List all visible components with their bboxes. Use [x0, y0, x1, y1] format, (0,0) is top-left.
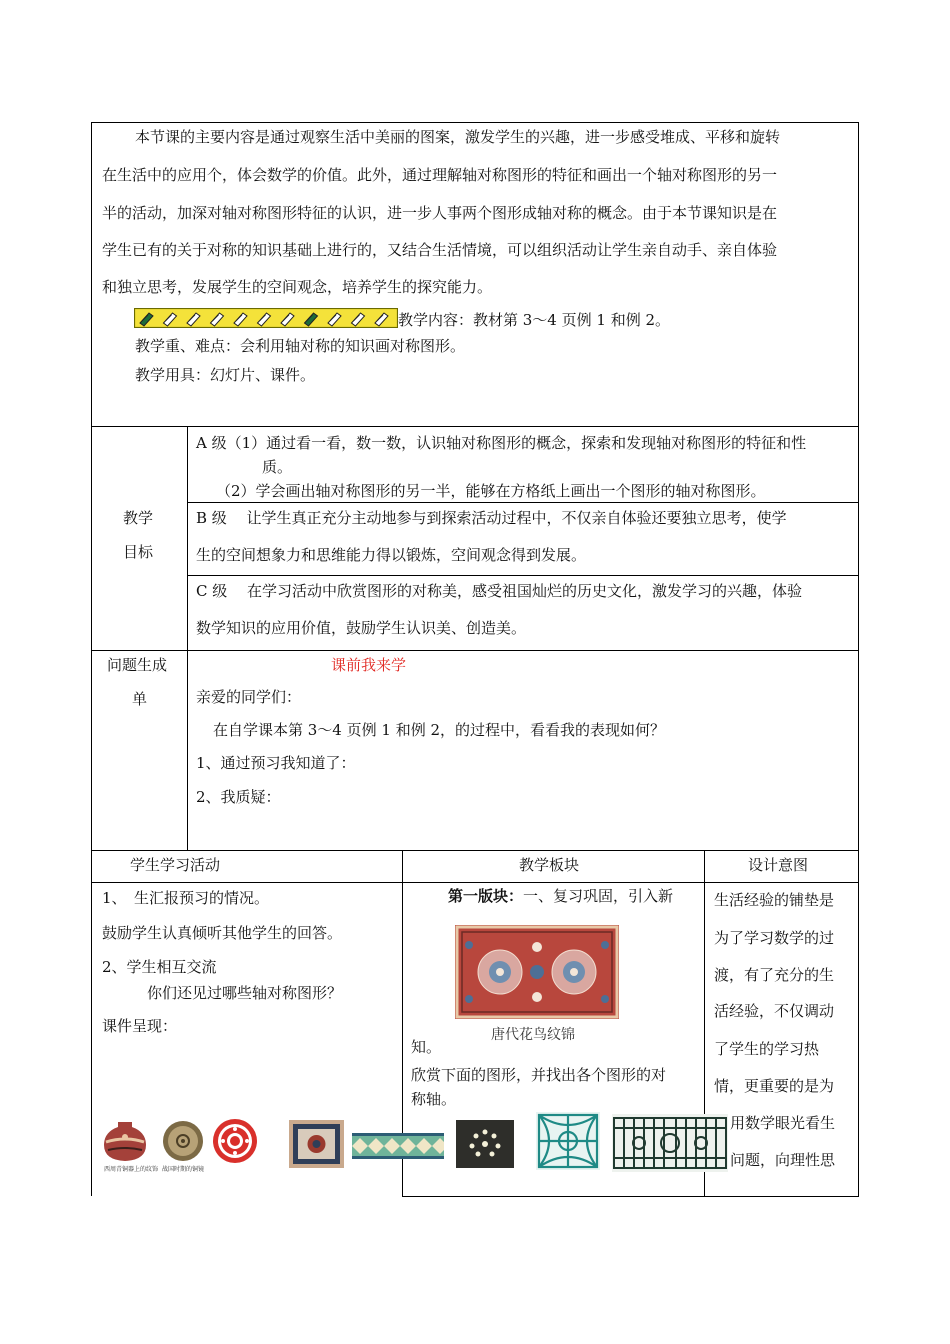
pencil-icon: [140, 313, 153, 326]
goals-label-1: 教学: [123, 509, 154, 527]
questions-item-2: 2、我质疑：: [196, 788, 281, 806]
intent-line-5: 了学生的学习热: [714, 1040, 820, 1058]
goals-divider-b: [187, 502, 859, 503]
activity-line-4: 你们还见过哪些轴对称图形？: [147, 984, 343, 1002]
board-line-2: 欣赏下面的图形，并找出各个图形的对: [411, 1066, 667, 1084]
pencil-icon: [281, 313, 294, 326]
pencil-icon: [187, 313, 200, 326]
intent-line-2: 为了学习数学的过: [714, 929, 835, 947]
goals-label-2: 目标: [123, 543, 154, 561]
lattice-window-image: [536, 1112, 600, 1170]
goal-a-line-1: A 级（1）通过看一看，数一数，认识轴对称图形的概念，探索和发现轴对称图形的特征和性: [196, 434, 807, 452]
intro-line-3: 半的活动，加深对轴对称图形特征的认识，进一步人事两个图形成轴对称的概念。由于本节课知识是在: [102, 204, 778, 222]
row-divider-activity: [91, 882, 859, 883]
intro-line-5: 和独立思考，发展学生的空间观念，培养学生的探究能力。: [102, 278, 493, 296]
goal-b-line-2: 生的空间想象力和思维能力得以锻炼，空间观念得到发展。: [196, 546, 587, 564]
activity-line-2: 鼓励学生认真倾听其他学生的回答。: [102, 924, 343, 942]
table-left-border: [91, 122, 92, 1196]
goal-c-line-1: C 级 在学习活动中欣赏图形的对称美，感受祖国灿烂的历史文化，激发学习的兴趣，体验: [196, 582, 803, 600]
intent-line-6: 情，更重要的是为: [714, 1077, 835, 1095]
board-line-3: 称轴。: [411, 1092, 457, 1106]
intro-line-1: 本节课的主要内容是通过观察生活中美丽的图案，激发学生的兴趣，进一步感受堆成、平移和旋转: [135, 128, 781, 146]
bronze-mirror-image: [162, 1120, 204, 1162]
board-block-header: [448, 889, 673, 904]
pencil-icon: [352, 313, 365, 326]
column-header-intent: 设计意图: [748, 856, 809, 874]
row-divider-questions: [91, 650, 859, 651]
content-line: 教学内容：教材第 3～4 页例 1 和例 2。: [398, 311, 671, 329]
pencil-icon: [211, 313, 224, 326]
goals-divider-c: [187, 575, 859, 576]
pencil-icon: [328, 313, 341, 326]
questions-label-2: 单: [132, 690, 148, 708]
pencil-icon: [164, 313, 177, 326]
row-divider-goals: [91, 426, 859, 427]
intro-line-4: 学生已有的关于对称的知识基础上进行的，又结合生活情境，可以组织活动让学生亲自动手、亲自体验: [102, 241, 778, 259]
red-papercut-image: [212, 1118, 258, 1164]
gallery-caption-b: 战国时期的铜镜: [162, 1166, 205, 1173]
activity-line-3: 2、学生相互交流: [102, 958, 217, 976]
border-band-image: [352, 1133, 444, 1159]
questions-label-1: 问题生成: [107, 656, 168, 674]
goal-c-line-2: 数学知识的应用价值，鼓励学生认识美、创造美。: [196, 619, 527, 637]
focus-line: 教学重、难点：会利用轴对称的知识画对称图形。: [135, 337, 466, 355]
activity-line-1: 1、 生汇报预习的情况。: [102, 889, 270, 907]
tang-brocade-caption: 唐代花鸟纹锦: [491, 1027, 575, 1043]
tang-brocade-image: [455, 925, 619, 1019]
goal-a-line-3: （2）学会画出轴对称图形的另一半，能够在方格纸上画出一个图形的轴对称图形。: [216, 482, 766, 500]
pencil-icon: [305, 313, 318, 326]
intent-line-3: 渡，有了充分的生: [714, 966, 835, 984]
pencil-icon: [234, 313, 247, 326]
iron-gate-image: [612, 1114, 728, 1172]
intent-line-8: 问题，向理性思: [730, 1151, 836, 1169]
tools-line: 教学用具：幻灯片、课件。: [135, 366, 316, 384]
questions-title: 课前我来学: [331, 656, 407, 674]
pencil-icon: [258, 313, 271, 326]
page-icon-row: [134, 308, 398, 328]
table-bottom-border: [402, 1196, 859, 1197]
label-column-divider: [187, 426, 188, 850]
board-block-title: 第一版块：: [448, 887, 524, 905]
questions-greeting: 亲爱的同学们：: [196, 688, 302, 706]
column-header-board: 教学板块: [519, 856, 580, 874]
intent-line-7: 用数学眼光看生: [730, 1114, 836, 1132]
intro-line-2: 在生活中的应用个，体会数学的价值。此外，通过理解轴对称图形的特征和画出一个轴对称图形的另一: [102, 166, 778, 184]
goal-a-line-2: 质。: [262, 458, 293, 476]
board-line-cont: 知。: [411, 1038, 442, 1056]
board-block-text: 一、复习巩固，引入新: [523, 887, 674, 905]
column-header-activity: 学生学习活动: [130, 856, 221, 874]
intent-line-4: 活经验，不仅调动: [714, 1002, 835, 1020]
intent-line-1: 生活经验的铺垫是: [714, 891, 835, 909]
row-divider-columns: [91, 850, 859, 851]
table-top-border: [91, 122, 859, 123]
decorative-icon-strip: [134, 308, 398, 328]
tile-pattern-image: [289, 1120, 344, 1168]
activity-line-5: 课件呈现：: [102, 1017, 178, 1035]
ceiling-lights-image: [456, 1120, 514, 1168]
questions-item-1: 1、通过预习我知道了：: [196, 754, 356, 772]
gallery-caption-a: 西周青铜器上的纹饰: [104, 1166, 159, 1173]
pencil-icon: [375, 313, 388, 326]
painted-vase-image: [102, 1120, 148, 1162]
table-right-border: [858, 122, 859, 1196]
goal-b-line-1: B 级 让学生真正充分主动地参与到探索活动过程中，不仅亲自体验还要独立思考，使学: [196, 509, 787, 527]
questions-task: 在自学课本第 3～4 页例 1 和例 2，的过程中，看看我的表现如何？: [213, 721, 666, 739]
